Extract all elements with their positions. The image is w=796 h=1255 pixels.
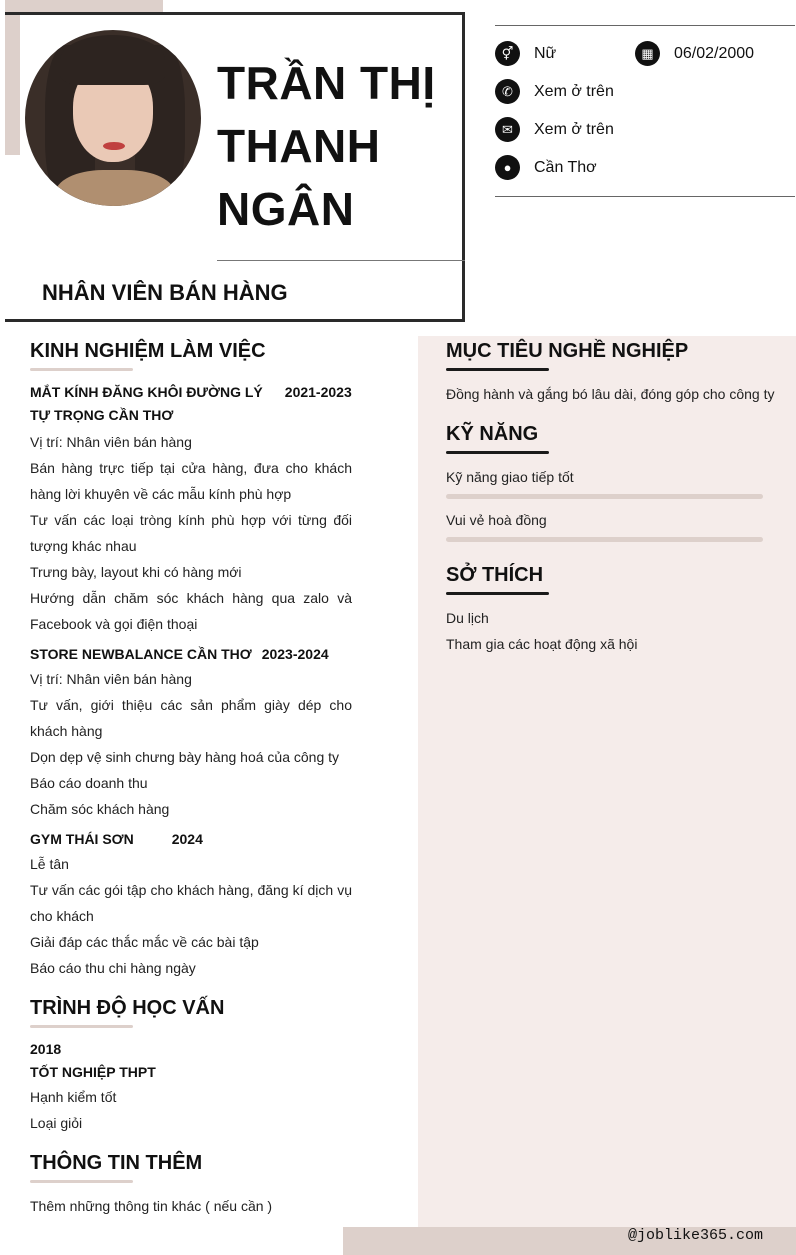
job-entry	[30, 381, 352, 637]
contact-address	[495, 155, 597, 180]
birthday-value: 06/02/2000	[674, 44, 755, 62]
job-entry	[30, 643, 352, 822]
job-years: 2021-2023	[284, 384, 352, 400]
objective-title: MỤC TIÊU NGHỀ NGHIỆP	[446, 340, 689, 362]
address-value: Cần Thơ	[534, 158, 597, 176]
skill-item	[446, 464, 776, 499]
job-company	[30, 381, 352, 404]
phone-icon: ✆	[495, 79, 520, 104]
hobby-item: Du lịch	[446, 610, 489, 626]
education-line: Loại giỏi	[30, 1115, 83, 1131]
contact-gender	[495, 41, 556, 66]
contact-divider-bottom	[495, 196, 795, 197]
extra-info-title: THÔNG TIN THÊM	[30, 1152, 203, 1174]
job-line: Báo cáo thu chi hàng ngày	[30, 960, 196, 976]
skill-item	[446, 507, 776, 542]
experience-underline	[30, 368, 133, 371]
job-line: Chăm sóc khách hàng	[30, 801, 170, 817]
skill-label: Kỹ năng giao tiếp tốt	[446, 469, 574, 485]
contact-email	[495, 117, 614, 142]
contact-phone	[495, 79, 614, 104]
skills-title: KỸ NĂNG	[446, 423, 539, 445]
hobbies-underline	[446, 592, 549, 595]
company-name: STORE NEWBALANCE CẦN THƠ	[30, 646, 252, 662]
calendar-icon: ▦	[635, 41, 660, 66]
email-icon: ✉	[495, 117, 520, 142]
job-line: Tư vấn các gói tập cho khách hàng, đăng kí dịch vụ cho khách	[30, 882, 352, 924]
location-icon: ●	[495, 155, 520, 180]
email-value: Xem ở trên	[534, 120, 614, 138]
education-year: 2018	[30, 1041, 62, 1057]
education-line: Hạnh kiểm tốt	[30, 1089, 117, 1105]
skill-label: Vui vẻ hoà đồng	[446, 512, 547, 528]
contact-divider-top	[495, 25, 795, 26]
job-company	[30, 643, 352, 666]
objective-text: Đồng hành và gắng bó lâu dài, đóng góp cho công ty	[446, 386, 775, 402]
job-line: Báo cáo doanh thu	[30, 775, 148, 791]
job-line: Tư vấn, giới thiệu các sản phẩm giày dép cho khách hàng	[30, 697, 352, 739]
extra-info-underline	[30, 1180, 133, 1183]
objective-underline	[446, 368, 549, 371]
skill-bar	[446, 494, 763, 499]
job-years: 2024	[171, 831, 203, 847]
job-years: 2023-2024	[261, 646, 329, 662]
extra-info-text: Thêm những thông tin khác ( nếu cần )	[30, 1198, 273, 1214]
job-title: NHÂN VIÊN BÁN HÀNG	[42, 280, 288, 305]
name-line-3: NGÂN	[217, 183, 355, 235]
job-line: Bán hàng trực tiếp tại cửa hàng, đưa cho khách hàng lời khuyên về các mẫu kính phù hợp	[30, 460, 352, 502]
company-name: GYM THÁI SƠN	[30, 831, 134, 847]
job-line: Vị trí: Nhân viên bán hàng	[30, 671, 192, 687]
job-company	[30, 828, 352, 851]
job-line: Giải đáp các thắc mắc về các bài tập	[30, 934, 259, 950]
job-line: Dọn dẹp vệ sinh chưng bày hàng hoá của công ty	[30, 749, 340, 765]
job-line: Lễ tân	[30, 856, 69, 872]
job-line: Tư vấn các loại tròng kính phù hợp với từng đối tượng khác nhau	[30, 512, 352, 554]
candidate-name	[217, 52, 436, 241]
left-column	[30, 336, 352, 1219]
job-line: Hướng dẫn chăm sóc khách hàng qua zalo và Facebook và gọi điện thoại	[30, 590, 352, 632]
name-divider	[217, 260, 465, 261]
gender-value: Nữ	[534, 44, 557, 62]
hobbies-title: SỞ THÍCH	[446, 564, 544, 586]
company-name: MẮT KÍNH ĐĂNG KHÔI ĐƯỜNG LÝ	[30, 384, 263, 400]
gender-icon: ⚥	[495, 41, 520, 66]
watermark: @joblike365.com	[628, 1227, 764, 1244]
hobby-item: Tham gia các hoạt động xã hội	[446, 636, 638, 652]
right-column	[446, 336, 776, 657]
job-line: Vị trí: Nhân viên bán hàng	[30, 434, 192, 450]
education-title: TRÌNH ĐỘ HỌC VẤN	[30, 997, 225, 1019]
education-underline	[30, 1025, 133, 1028]
name-line-2: THANH	[217, 120, 381, 172]
company-name-cont: TỰ TRỌNG CẦN THƠ	[30, 407, 174, 423]
contact-birthday	[635, 41, 754, 66]
job-entry	[30, 828, 352, 981]
phone-value: Xem ở trên	[534, 82, 614, 100]
education-degree: TỐT NGHIỆP THPT	[30, 1064, 156, 1080]
avatar-photo	[25, 30, 201, 206]
skill-bar	[446, 537, 763, 542]
skills-underline	[446, 451, 549, 454]
experience-title: KINH NGHIỆM LÀM VIỆC	[30, 340, 266, 362]
job-line: Trưng bày, layout khi có hàng mới	[30, 564, 242, 580]
name-line-1: TRẦN THỊ	[217, 57, 436, 109]
